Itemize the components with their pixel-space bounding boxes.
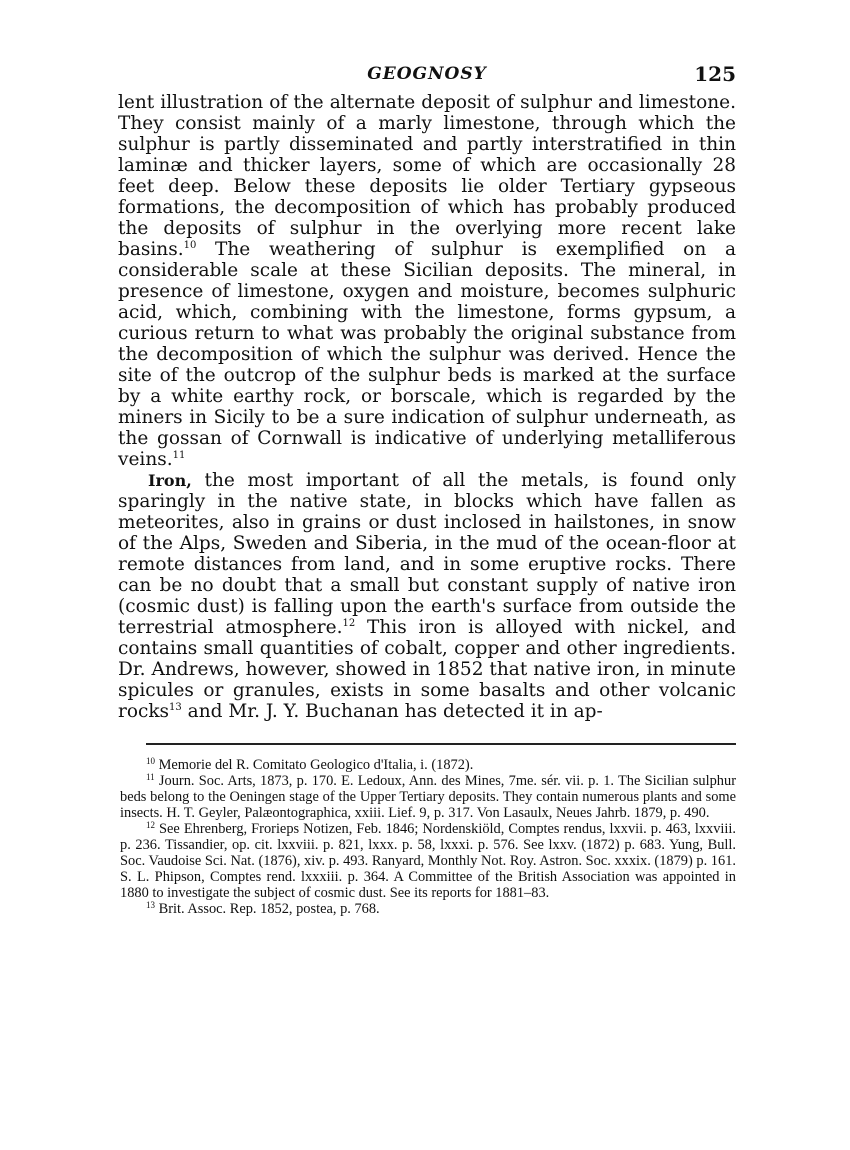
text-run: and Mr. J. Y. Buchanan has detected it in ap- bbox=[181, 701, 603, 722]
book-page bbox=[118, 58, 736, 917]
footnote bbox=[120, 773, 736, 821]
footnote-text: See Ehrenberg, Frorieps Notizen, Feb. 1846; Nordenskiöld, Comptes rendus, lxxvii. p. 463, lxxviii. p. 236. Tissandier, op. cit. lxxviii. p. 821, lxxx. p. 58, lxxxi. p. 576. See lxxv. (1872) p. 683. Yung, Bull. Soc. Vaudoise Sci. Nat. (1876), xiv. p. 493. Ranyard, Monthly Not. Roy. Astron. Soc. xxxix. (1879) p. 161. S. L. Phipson, Comptes rend. lxxxiii. p. 364. A Committee of the British Association was appointed in 1880 to investigate the subject of cosmic dust. See its reports for 1881–83. bbox=[120, 821, 736, 901]
footnote-text: Memorie del R. Comitato Geologico d'Italia, i. (1872). bbox=[155, 757, 474, 773]
running-title: GEOGNOSY bbox=[367, 64, 487, 84]
paragraph-lead-word: Iron, bbox=[148, 471, 192, 490]
footnote-ref: 13 bbox=[169, 702, 182, 713]
footnote bbox=[120, 821, 736, 901]
footnote bbox=[120, 757, 736, 773]
text-run: The weathering of sulphur is exemplified on a considerable scale at these Sicilian deposits. The mineral, in presence of limestone, oxygen and moisture, becomes sulphuric acid, which, combining with the limestone, forms gypsum, a curious return to what was probably the original substance from the decomposition of which the sulphur was derived. Hence the site of the outcrop of the sulphur beds is marked at the surface by a white earthy rock, or borscale, which is regarded by the miners in Sicily to be a sure indication of sulphur underneath, as the gossan of Cornwall is indicative of underlying metalliferous veins. bbox=[118, 239, 736, 470]
footnote-number: 13 bbox=[146, 900, 155, 910]
text-run: the most important of all the metals, is found only sparingly in the native state, in blocks which have fallen as meteorites, also in grains or dust inclosed in hailstones, in snow of the Alps, Sweden and Siberia, in the mud of the ocean-floor at remote distances from land, and in some eruptive rocks. There can be no doubt that a small but constant supply of native iron (cosmic dust) is falling upon the earth's surface from outside the terrestrial atmosphere. bbox=[118, 470, 736, 638]
text-run: lent illustration of the alternate deposit of sulphur and limestone. They consist mainly of a marly limestone, through which the sulphur is partly disseminated and partly interstratified in thin laminæ and thicker layers, some of which are occasionally 28 feet deep. Below these deposits lie older Tertiary gypseous formations, the decomposition of which has probably produced the deposits of sulphur in the overlying more recent lake basins. bbox=[118, 92, 736, 260]
running-head bbox=[118, 58, 736, 92]
page-number: 125 bbox=[694, 62, 736, 86]
footnote-number: 12 bbox=[146, 820, 155, 830]
footnote-ref: 10 bbox=[183, 240, 197, 251]
footnote-ref: 11 bbox=[172, 450, 186, 461]
body-text bbox=[118, 92, 736, 722]
footnote-number: 11 bbox=[146, 772, 155, 782]
text-run: This iron is alloyed with nickel, and contains small quantities of cobalt, copper and other ingredients. Dr. Andrews, however, showed in 1852 that native iron, in minute spicules or granules, exists in some basalts and other volcanic rocks bbox=[118, 617, 736, 722]
footnotes bbox=[120, 757, 736, 917]
footnote-divider bbox=[146, 743, 736, 745]
footnote-ref: 12 bbox=[342, 618, 356, 629]
footnote-text: Brit. Assoc. Rep. 1852, postea, p. 768. bbox=[155, 901, 380, 917]
footnote-number: 10 bbox=[146, 756, 155, 766]
paragraph-iron bbox=[118, 470, 736, 722]
footnote bbox=[120, 901, 736, 917]
paragraph-sulphur bbox=[118, 92, 736, 470]
footnote-text: Journ. Soc. Arts, 1873, p. 170. E. Ledoux, Ann. des Mines, 7me. sér. vii. p. 1. The Sicilian sulphur beds belong to the Oeningen stage of the Upper Tertiary deposits. They contain numerous plants and some insects. H. T. Geyler, Palæontographica, xxiii. Lief. 9, p. 317. Von Lasaulx, Neues Jahrb. 1879, p. 490. bbox=[120, 773, 736, 821]
